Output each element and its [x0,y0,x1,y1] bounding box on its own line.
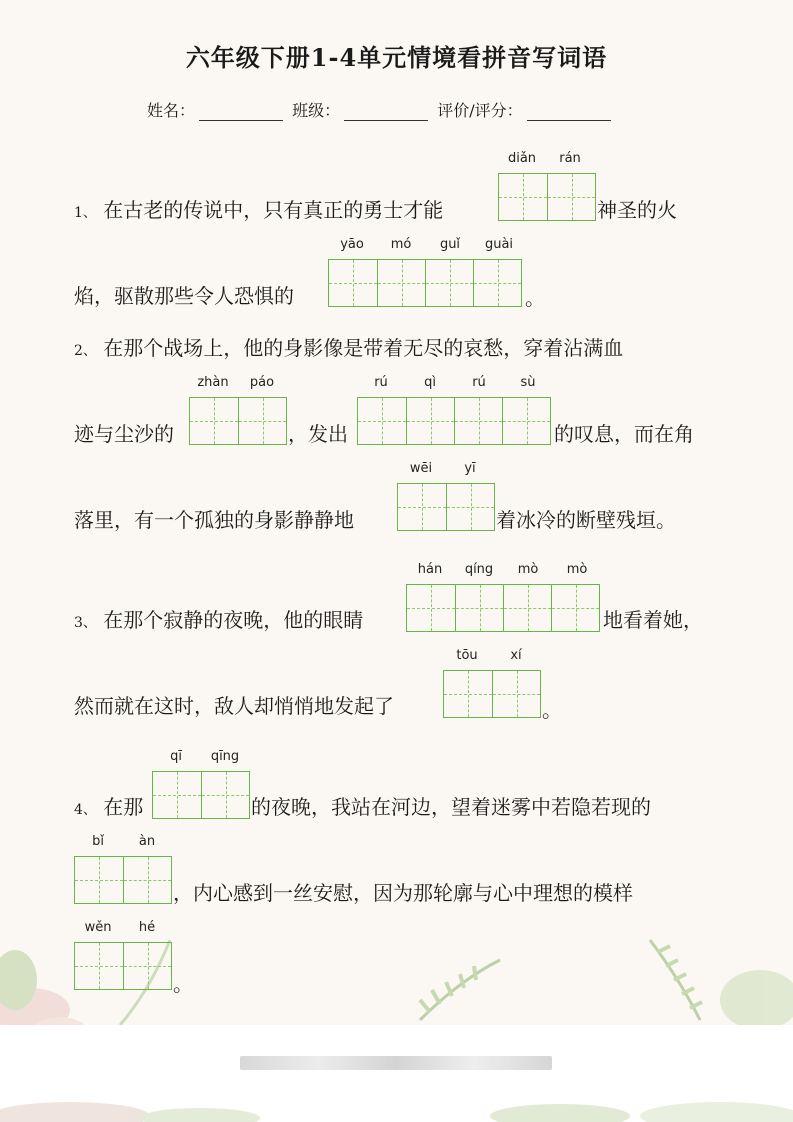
q2-text6: 着冰冷的断壁残垣。 [496,508,676,532]
pinyin: hé [138,920,156,935]
pinyin: mò [566,562,588,577]
pinyin: diǎn [507,151,537,166]
pinyin: rán [559,151,581,166]
q3-number: 3、 [74,615,97,631]
pinyin: bǐ [92,834,104,849]
q2-text2: 迹与尘沙的 [74,422,174,446]
q4-text2: 的夜晚，我站在河边，望着迷雾中若隐若现的 [251,795,651,819]
page-title: 六年级下册1-4单元情境看拼音写词语 [185,43,608,72]
q2-text1: 在那个战场上，他的身影像是带着无尽的哀愁，穿着沾满血 [103,336,624,360]
pinyin: rú [374,375,388,390]
pinyin: zhàn [197,375,229,390]
pinyin: sù [520,375,536,390]
score-label: 评价/评分： [437,101,523,120]
q1-text2: 神圣的火 [597,198,677,222]
pinyin: yāo [340,237,364,252]
answer-grid-q4b[interactable] [74,856,172,904]
q3-line1 [74,608,363,635]
answer-grid-q4c[interactable] [74,942,172,990]
pinyin: rú [472,375,486,390]
pinyin: mó [390,237,412,252]
name-blank[interactable] [199,106,283,121]
q4-line1 [74,795,143,822]
answer-grid-q2c[interactable] [397,483,495,531]
name-label: 姓名： [147,101,196,120]
pinyin: qíng [464,562,494,577]
pinyin: qī [170,749,182,764]
pinyin: àn [138,834,156,849]
answer-grid-q2a[interactable] [189,397,287,445]
pinyin: guǐ [439,237,461,252]
score-blank[interactable] [527,106,611,121]
q2-text4: 的叹息，而在角 [554,422,694,446]
q2-text5: 落里，有一个孤独的身影静静地 [74,508,354,532]
class-label: 班级： [292,101,341,120]
q2-number: 2、 [74,343,97,359]
answer-grid-q2b[interactable] [357,397,551,445]
class-blank[interactable] [344,106,428,121]
q2-text3: ，发出 [288,422,348,446]
q4-text4: 。 [173,972,193,996]
pinyin: yī [464,461,476,476]
student-info-line [147,98,615,121]
answer-grid-q1a[interactable] [498,173,596,221]
pinyin: xí [510,648,522,663]
q3-text4: 。 [542,698,562,722]
q3-text2: 地看着她， [603,608,703,632]
answer-grid-q3b[interactable] [443,670,541,718]
q1-line1 [74,198,443,225]
answer-grid-q3a[interactable] [406,584,600,632]
q3-text3: 然而就在这时，敌人却悄悄地发起了 [74,694,394,718]
answer-grid-q1b[interactable] [328,259,522,307]
q2-line1 [74,336,623,363]
footer-foliage [0,1092,793,1122]
pinyin: mò [517,562,539,577]
pinyin: páo [249,375,275,390]
pinyin: qīng [210,749,240,764]
q4-text1: 在那 [103,795,144,819]
pinyin: hán [417,562,443,577]
blurred-watermark [240,1056,552,1070]
q1-text3: 焰，驱散那些令人恐惧的 [74,284,294,308]
q3-text1: 在那个寂静的夜晚，他的眼睛 [103,608,364,632]
pinyin: wēi [409,461,433,476]
q1-text4: 。 [525,286,545,310]
pinyin: tōu [456,648,478,663]
q1-number: 1、 [74,205,97,221]
pinyin: wěn [84,920,112,935]
q4-text3: ，内心感到一丝安慰，因为那轮廓与心中理想的模样 [173,881,633,905]
pinyin: guài [484,237,514,252]
pinyin: qì [424,375,436,390]
q4-number: 4、 [74,802,97,818]
q1-text1: 在古老的传说中，只有真正的勇士才能 [103,198,444,222]
answer-grid-q4a[interactable] [152,771,250,819]
